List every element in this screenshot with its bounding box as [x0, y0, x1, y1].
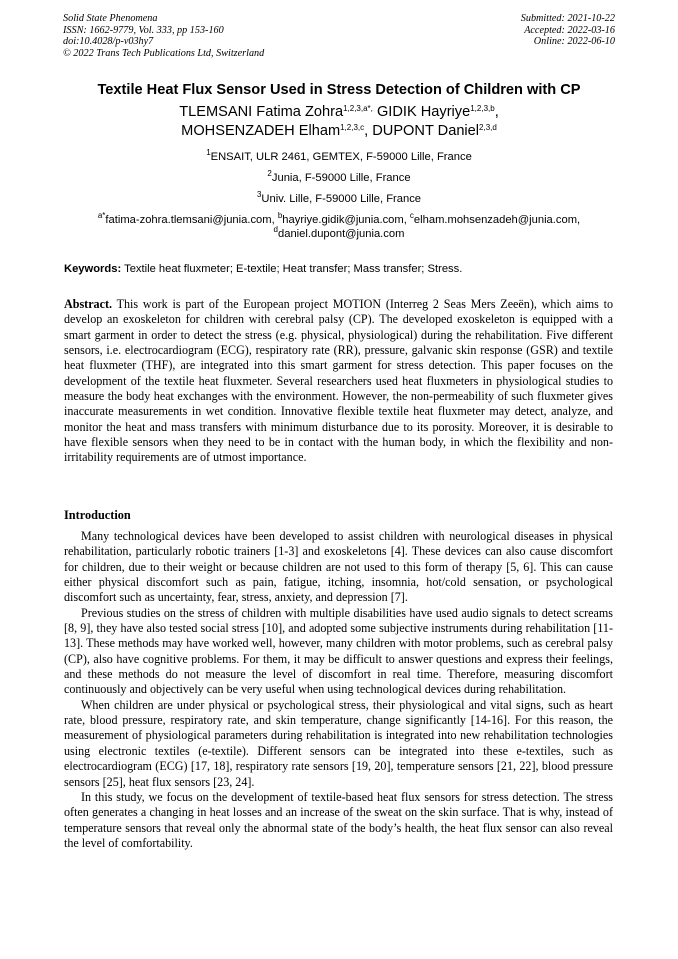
email-address: fatima-zohra.tlemsani@junia.com,	[105, 214, 278, 226]
abstract	[64, 297, 613, 466]
section-heading-introduction: Introduction	[64, 508, 131, 522]
author-name: DUPONT Daniel	[372, 123, 480, 139]
abstract-label: Abstract.	[64, 297, 113, 311]
author-affiliation-marks: 1,2,3,a*,	[343, 104, 373, 113]
publication-dates	[521, 13, 615, 48]
email-line-1	[0, 211, 678, 228]
email-mark: b	[277, 211, 283, 220]
email-mark: c	[409, 211, 414, 220]
introduction-body	[64, 529, 613, 851]
paragraph: Previous studies on the stress of children with multiple disabilities have used audio signals to detect screams [8, 9], they have also tested social stress [10], and adopted some subjective instruments during rehabilitation [11-13]. These methods may have worked well, however, many children with motor problems, such as cerebral palsy (CP), also have cognitive problems. For them, it may be difficult to answer questions and express their feelings, and these methods do not measure the level of discomfort in real time. Therefore, measuring discomfort continuously and objectively can be very useful when using technological devices during rehabilitation.	[64, 605, 613, 697]
keywords-text: Textile heat fluxmeter; E-textile; Heat transfer; Mass transfer; Stress.	[124, 263, 463, 275]
author-affiliation-marks: 2,3,d	[479, 123, 497, 132]
author-line-1	[0, 103, 678, 122]
journal-name: Solid State Phenomena	[63, 13, 158, 24]
affiliation-text: Univ. Lille, F-59000 Lille, France	[261, 193, 422, 205]
author-name: TLEMSANI Fatima Zohra	[179, 104, 344, 120]
affiliation-mark: 2	[267, 169, 272, 178]
affiliation-text: Junia, F-59000 Lille, France	[271, 172, 411, 184]
author-name: MOHSENZADEH Elham	[181, 123, 341, 139]
online-date: Online: 2022-06-10	[533, 36, 615, 48]
author-affiliation-marks: 1,2,3,c	[340, 123, 365, 132]
paragraph: When children are under physical or psychological stress, their physiological and vital signs, such as heart rate, blood pressure, respiratory rate, and skin temperature, change significantly [14-16]. For this reason, the measurement of physiological parameters during rehabilitation is integrated into new rehabilitation technologies using electronic textiles (e-textile). Different sensors can be integrated into these e-textiles, such as electrocardiogram (ECG) [17, 18], respiratory rate sensors [19, 20], temperature sensors [21, 22], blood pressure sensors [25], heat flux sensors [23, 24].	[64, 697, 613, 789]
author-line-2	[0, 122, 678, 141]
affiliation-mark: 1	[206, 148, 211, 157]
copyright: © 2022 Trans Tech Publications Ltd, Switzerland	[63, 47, 265, 59]
affiliation-3	[0, 190, 678, 207]
affiliation-text: ENSAIT, ULR 2461, GEMTEX, F-59000 Lille, France	[210, 151, 472, 163]
doi: doi:10.4028/p-v03hy7	[63, 36, 154, 48]
paper-title: Textile Heat Flux Sensor Used in Stress Detection of Children with CP	[97, 82, 581, 98]
journal-info	[63, 13, 264, 59]
submitted-date: Submitted: 2021-10-22	[520, 13, 615, 24]
author-emails	[0, 211, 678, 241]
keywords	[64, 263, 624, 275]
author-list	[0, 103, 678, 141]
author-separator: ,	[364, 123, 369, 139]
paragraph: In this study, we focus on the development of textile-based heat flux sensors for stress detection. The stress often generates a changing in heat losses and an increase of the sweat on the skin surface. That is why, instead of temperature sensors that reveal only the abnormal state of the body’s health, the heat flux sensor can also reveal the level of comfortability.	[64, 789, 613, 850]
email-address: elham.mohsenzadeh@junia.com,	[413, 214, 581, 226]
paragraph: Many technological devices have been developed to assist children with neurological diseases in physical rehabilitation, particularly robotic trainers [1-3] and exoskeletons [4]. These devices can also cause discomfort for children, due to their weight or because children are not used to this form of therapy [5, 6]. This can cause either physical discomfort such as pain, fatigue, itching, insomnia, hot/cold sensation, or psychological discomfort such as uncertainty, fear, stress, anxiety, and depression [7].	[64, 529, 613, 605]
keywords-label: Keywords:	[64, 263, 122, 275]
author-name: GIDIK Hayriye	[376, 104, 471, 120]
email-mark: d	[273, 224, 278, 234]
email-mark: a*	[97, 211, 106, 220]
author-affiliation-marks: 1,2,3,b	[470, 104, 495, 113]
accepted-date: Accepted: 2022-03-16	[524, 24, 615, 36]
issn: ISSN: 1662-9779, Vol. 333, pp 153-160	[63, 24, 224, 36]
author-separator: ,	[494, 104, 499, 120]
affiliation-2	[0, 169, 678, 186]
email-line-2	[0, 224, 678, 242]
email-address: hayriye.gidik@junia.com,	[282, 214, 410, 226]
email-address: daniel.dupont@junia.com	[278, 227, 405, 240]
affiliation-1	[0, 148, 678, 165]
affiliation-mark: 3	[256, 190, 262, 199]
abstract-text: This work is part of the European project MOTION (Interreg 2 Seas Mers Zeeën), which aims to develop an exoskeleton for children with cerebral palsy (CP). The developed exoskeleton is equipped with a smart garment in order to detect the stress (e.g. physical, physiological) during the rehabilitation. Five different sensors, i.e. electrocardiogram (ECG), respiratory rate (RR), pressure, galvanic skin response (GSR) and textile heat fluxmeter (THF), are integrated into this smart garment for stress detection. This paper focuses on the development of the textile heat fluxmeter. Several researchers used heat fluxmeters in physiological studies to measure the body heat exchanges with the environment. However, the non-permeability of such fluxmeter gives inaccurate measurements in wet condition. Innovative flexible textile heat fluxmeter may detect, analyze, and monitor the heat and mass transfers with minimum disturbance due to its porosity. Moreover, it is desirable to have flexible sensors when they need to be in contact with the human body, in which the flexibility and non-irritability requirements are of utmost importance.	[64, 297, 613, 465]
